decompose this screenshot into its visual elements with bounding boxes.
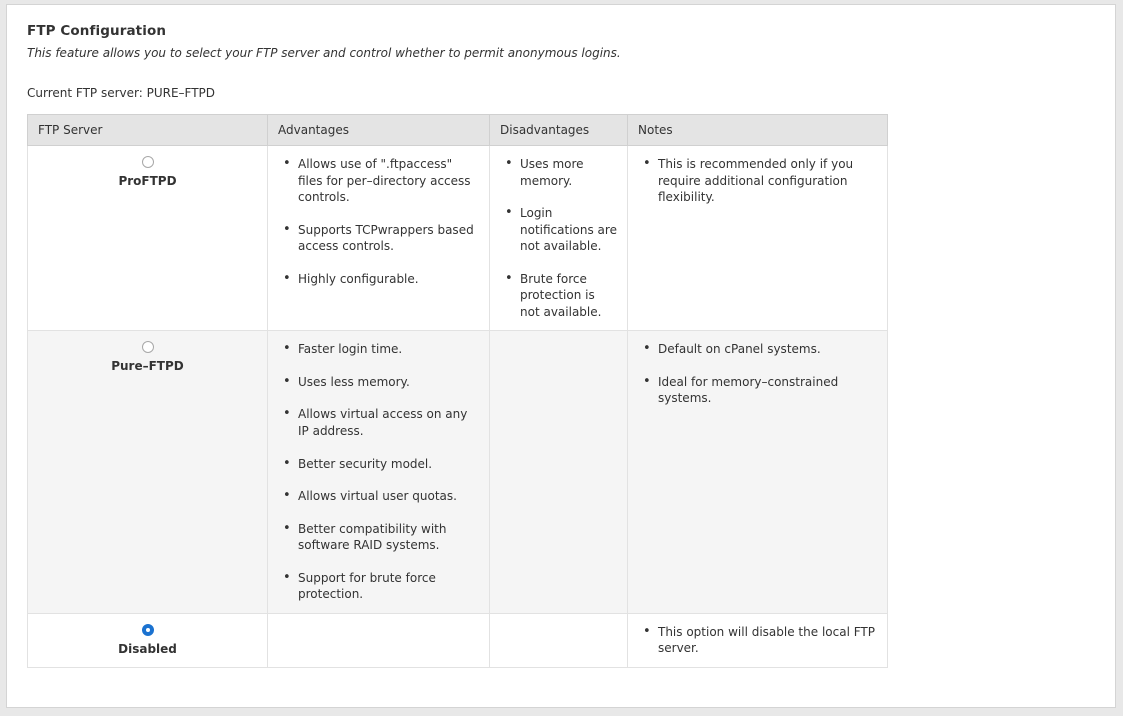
table-header bbox=[28, 115, 888, 146]
table-row bbox=[28, 146, 888, 331]
advantages-cell-proftpd bbox=[268, 146, 490, 331]
server-option-proftpd[interactable] bbox=[28, 146, 268, 331]
advantages-cell-pure-ftpd bbox=[268, 331, 490, 613]
disadvantages-list bbox=[500, 156, 617, 320]
notes-list bbox=[638, 624, 877, 657]
column-header-ftp-server: FTP Server bbox=[28, 115, 268, 146]
list-item: • Allows use of ".ftpaccess" files for per–directory access controls. bbox=[294, 156, 479, 206]
list-item: • Highly configurable. bbox=[294, 271, 479, 288]
ftp-configuration-panel bbox=[6, 4, 1116, 708]
list-item: • Allows virtual access on any IP address. bbox=[294, 406, 479, 439]
column-header-notes: Notes bbox=[628, 115, 888, 146]
advantages-list bbox=[278, 156, 479, 287]
list-item: • This is recommended only if you require additional configuration flexibility. bbox=[654, 156, 877, 206]
table-row bbox=[28, 613, 888, 667]
table-body bbox=[28, 146, 888, 668]
list-item: • Supports TCPwrappers based access controls. bbox=[294, 222, 479, 255]
notes-cell-pure-ftpd bbox=[628, 331, 888, 613]
notes-cell-proftpd bbox=[628, 146, 888, 331]
list-item: • Brute force protection is not available. bbox=[516, 271, 617, 321]
ftp-server-table bbox=[27, 114, 888, 668]
page-title: FTP Configuration bbox=[27, 23, 167, 39]
radio-disabled[interactable] bbox=[142, 624, 154, 636]
notes-list bbox=[638, 341, 877, 407]
list-item: • Faster login time. bbox=[294, 341, 479, 358]
advantages-cell-disabled bbox=[268, 613, 490, 667]
list-item: • This option will disable the local FTP server. bbox=[654, 624, 877, 657]
list-item: • Allows virtual user quotas. bbox=[294, 488, 479, 505]
disadvantages-cell-pure-ftpd bbox=[490, 331, 628, 613]
list-item: • Uses more memory. bbox=[516, 156, 617, 189]
list-item: • Default on cPanel systems. bbox=[654, 341, 877, 358]
advantages-list bbox=[278, 341, 479, 602]
table-header-row bbox=[28, 115, 888, 146]
list-item: • Login notifications are not available. bbox=[516, 205, 617, 255]
list-item: • Ideal for memory–constrained systems. bbox=[654, 374, 877, 407]
radio-pure-ftpd[interactable] bbox=[142, 341, 154, 353]
column-header-advantages: Advantages bbox=[268, 115, 490, 146]
list-item: • Better security model. bbox=[294, 456, 479, 473]
column-header-disadvantages: Disadvantages bbox=[490, 115, 628, 146]
server-label-disabled: Disabled bbox=[118, 641, 177, 656]
server-option-disabled[interactable] bbox=[28, 613, 268, 667]
list-item: • Support for brute force protection. bbox=[294, 570, 479, 603]
radio-proftpd[interactable] bbox=[142, 156, 154, 168]
panel-content bbox=[7, 5, 1115, 668]
server-option-pure-ftpd[interactable] bbox=[28, 331, 268, 613]
current-ftp-server-status: Current FTP server: PURE–FTPD bbox=[27, 86, 216, 100]
list-item: • Better compatibility with software RAID systems. bbox=[294, 521, 479, 554]
notes-cell-disabled bbox=[628, 613, 888, 667]
disadvantages-cell-proftpd bbox=[490, 146, 628, 331]
disadvantages-cell-disabled bbox=[490, 613, 628, 667]
server-label-proftpd: ProFTPD bbox=[118, 174, 177, 188]
table-row bbox=[28, 331, 888, 613]
notes-list bbox=[638, 156, 877, 206]
page-description: This feature allows you to select your FTP server and control whether to permit anonymous logins. bbox=[27, 46, 621, 60]
server-label-pure-ftpd: Pure–FTPD bbox=[111, 359, 184, 374]
list-item: • Uses less memory. bbox=[294, 374, 479, 391]
